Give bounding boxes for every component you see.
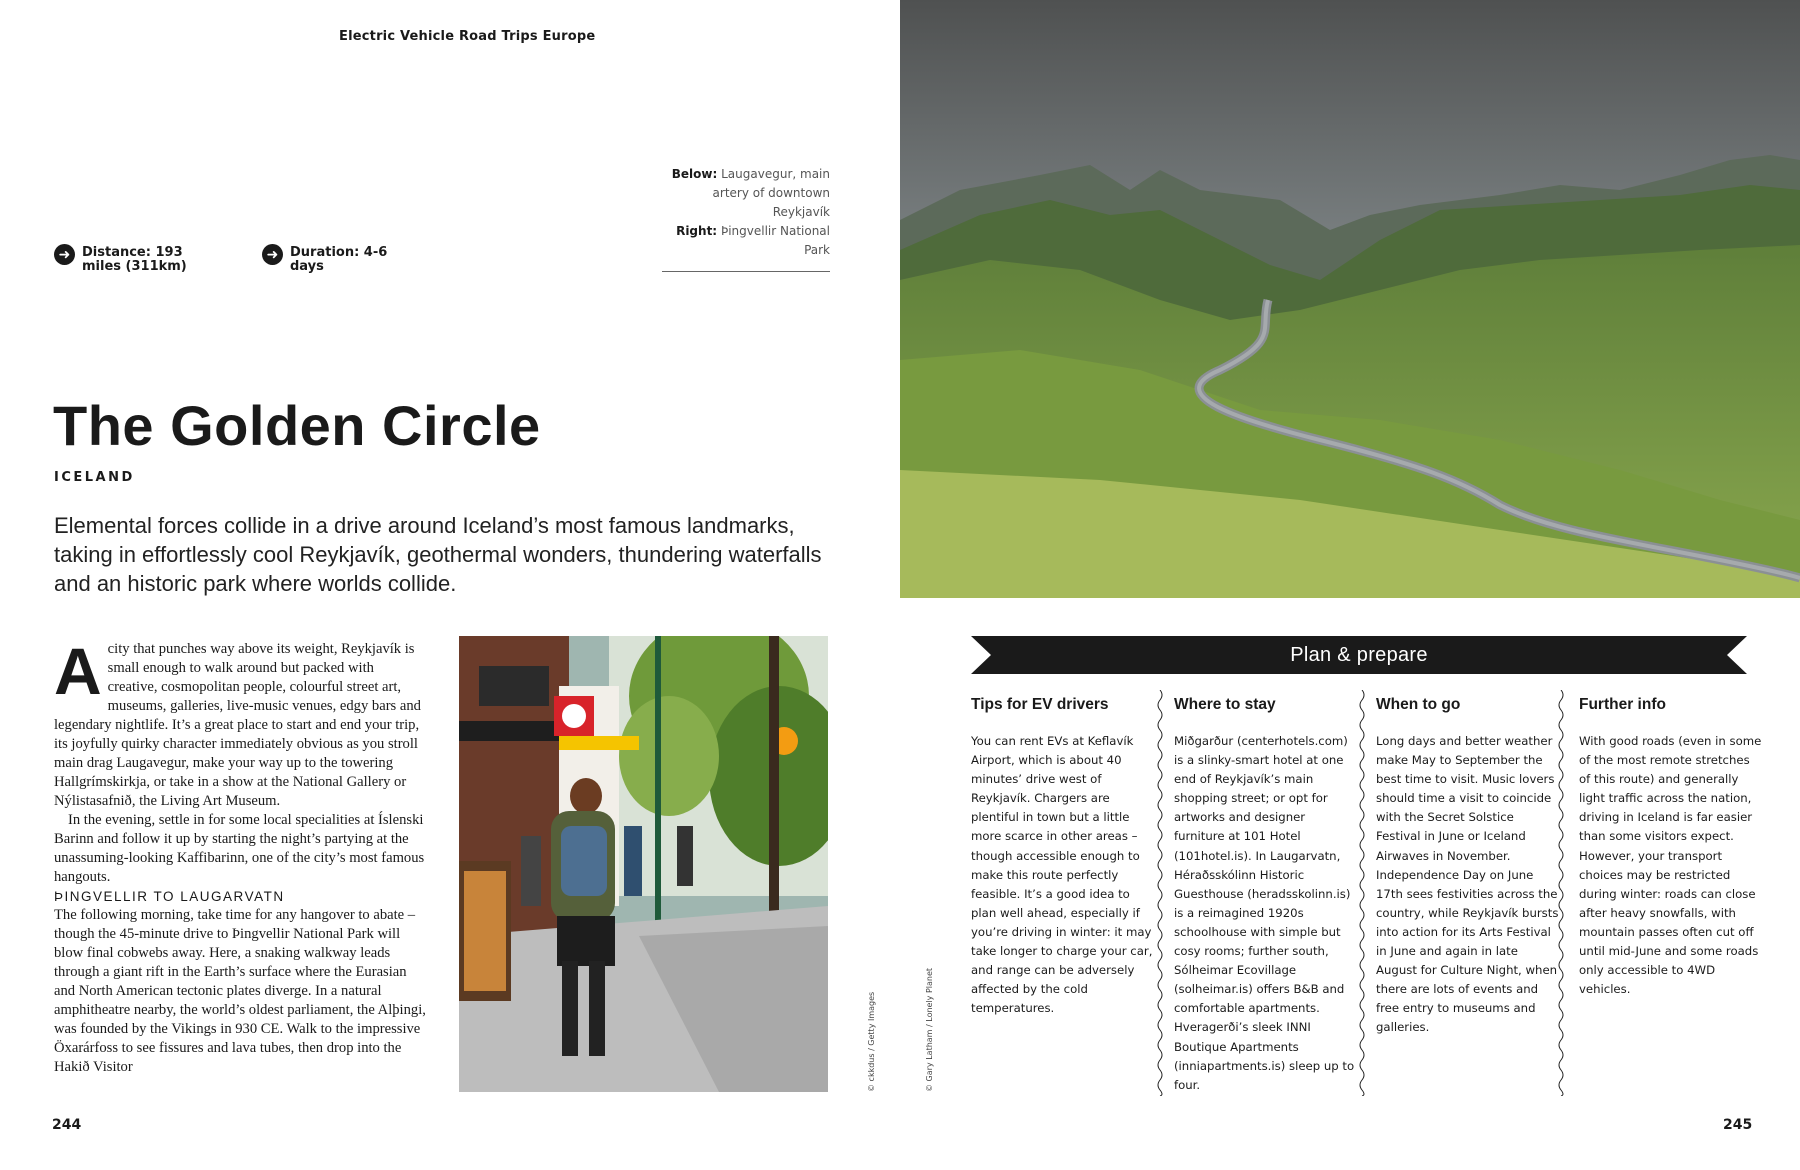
caption-right-label: Right: [676, 224, 718, 238]
hero-landscape-photo [900, 0, 1800, 598]
photo-credit-1: © ckkdus / Getty Images [867, 991, 876, 1092]
plan-column-text: Miðgarður (centerhotels.com) is a slinky-smart hotel at one end of Reykjavík’s main shopping street; or opt for artworks and designer furniture at 101 Hotel (101hotel.is). In Laugarvatn, Héraðsskólinn Historic Guesthouse (heradsskolinn.is) is a reimagined 1920s schoolhouse with simple but cosy rooms; further south, Sólheimar Ecovillage (solheimar.is) offers B&B and comfortable apartments. Hveragerði’s sleek INNI Boutique Apartments (inniapartments.is) sleep up to four. [1174, 734, 1355, 1092]
caption-below-text: Laugavegur, main artery of downtown Reykjavík [712, 167, 830, 219]
plan-column-text: Long days and better weather make May to September the best time to visit. Music lovers should time a visit to coincide with the Secret Solstice Festival in June or Iceland Airwaves in November. Independence Day on June 17th sees festivities across the country, while Reykjavík bursts into action for its Arts Festival in June and again in late August for Culture Night, when there are lots of events and free entry to museums and galleries. [1376, 734, 1559, 1035]
plan-prepare-banner [971, 636, 1747, 674]
plan-column-title: Tips for EV drivers [971, 696, 1109, 713]
page-number-right: 245 [1723, 1117, 1753, 1133]
trip-facts [54, 246, 420, 274]
column-divider [1156, 690, 1164, 1096]
article-title: The Golden Circle [53, 394, 541, 457]
page-number-left: 244 [52, 1117, 82, 1133]
drop-cap: A [54, 634, 102, 708]
running-head: Electric Vehicle Road Trips Europe [339, 29, 596, 44]
country-label: ICELAND [54, 470, 135, 485]
photo-captions [670, 165, 830, 260]
photo-credit-2: © Gary Latham / Lonely Planet [925, 967, 934, 1092]
plan-column-title: Further info [1579, 696, 1666, 713]
fact-duration [262, 246, 420, 274]
paragraph-1-text: city that punches way above its weight, Reykjavík is small enough to walk around but packed with creative, cosmopolitan people, colourful street art, museums, galleries, live-music venues, edgy bars and legendary nightlife. It’s a great place to start and end your trip, its joyfully quirky character immediately obvious as you stroll main drag Laugavegur, make your way up to the towering Hallgrímskirkja, or take in a show at the National Gallery or Nýlistasafnið, the Living Art Museum. [54, 641, 421, 809]
plan-column-where-to-stay [1174, 696, 1359, 1095]
standfirst: Elemental forces collide in a drive around Iceland’s most famous landmarks, taking in effortlessly cool Reykjavík, geothermal wonders, thundering waterfalls and an historic park where worlds collide. [54, 513, 822, 596]
caption-divider [662, 271, 830, 272]
section-subhead: ÞINGVELLIR TO LAUGARVATN [54, 889, 285, 904]
street-photo [459, 636, 828, 1092]
plan-column-ev-tips [971, 696, 1156, 1018]
paragraph-2: In the evening, settle in for some local specialities at Íslenski Barinn and follow it up by starting the night’s partying at the unassuming-looking Kaffibarinn, one of the city’s most famous hangouts. [54, 812, 425, 885]
paragraph-3: The following morning, take time for any hangover to abate – though the 45-minute drive to Þingvellir National Park will blow final cobwebs away. Here, a snaking walkway leads through a giant rift in the Earth’s surface where the Eurasian and North American tectonic plates diverge. In a natural amphitheatre nearby, the world’s oldest parliament, the Alþingi, was founded by the Vikings in 930 CE. Walk to the impressive Öxarárfoss to see fissures and lava tubes, then drop into the Hakið Visitor [54, 907, 426, 1075]
paragraph-1 [54, 634, 426, 811]
fact-distance-text: Distance: 193 miles (311km) [82, 245, 187, 274]
plan-column-title: When to go [1376, 696, 1461, 713]
plan-column-title: Where to stay [1174, 696, 1276, 713]
column-divider [1358, 690, 1366, 1096]
caption-below-label: Below: [671, 167, 718, 181]
caption-right-text: Þingvellir National Park [720, 224, 830, 257]
plan-column-when-to-go [1376, 696, 1561, 1038]
plan-column-text: With good roads (even in some of the most remote stretches of this route) and generally light traffic across the nation, driving in Iceland is far easier than some visitors expect. However, your transport choices may be restricted during winter: roads can close after heavy snowfalls, with mountain passes often cut off until mid-June and some roads only accessible to 4WD vehicles. [1579, 734, 1762, 997]
column-divider [1557, 690, 1565, 1096]
plan-column-text: You can rent EVs at Keflavík Airport, which is about 40 minutes’ drive west of Reykjavík. Chargers are plentiful in town but a little more scarce in other areas – though accessible enough to make this route perfectly feasible. It’s a good idea to plan well ahead, especially if you’re driving in winter: it may take longer to charge your car, and range can be adversely affected by the cold temperatures. [971, 734, 1153, 1016]
body-text [54, 634, 426, 1077]
fact-distance [54, 246, 212, 274]
plan-column-further-info [1579, 696, 1764, 999]
arrow-right-circle-icon: ➜ [54, 244, 75, 265]
banner-label: Plan & prepare [1290, 643, 1428, 666]
fact-duration-text: Duration: 4-6 days [290, 245, 388, 274]
arrow-right-circle-icon: ➜ [262, 244, 283, 265]
